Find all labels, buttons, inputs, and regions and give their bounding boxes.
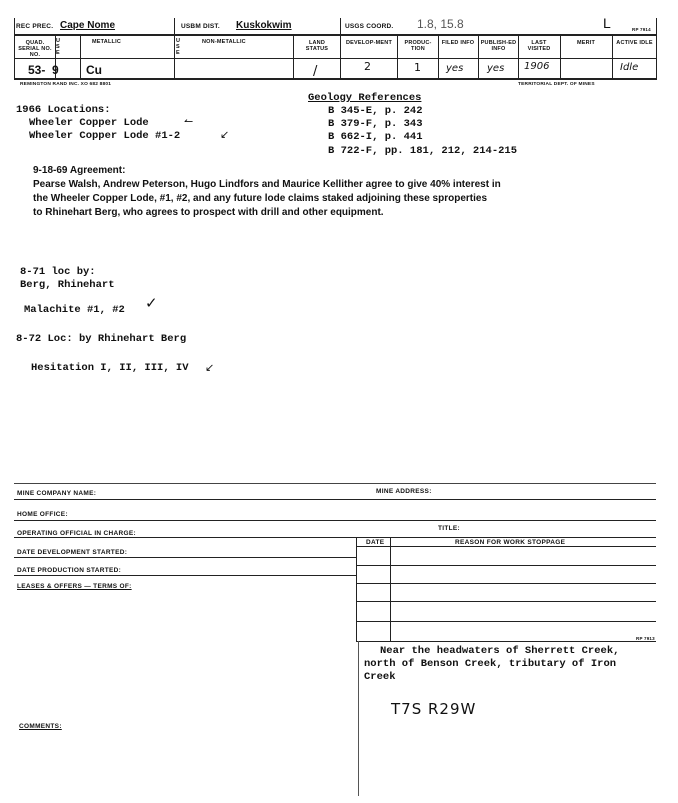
reason-column-header: REASON FOR WORK STOPPAGE bbox=[455, 539, 566, 546]
col-production: PRODUC-TION bbox=[404, 40, 432, 52]
col-metallic: METALLIC bbox=[92, 39, 121, 45]
col-published-info: PUBLISH-ED INFO bbox=[480, 40, 517, 52]
col-land-status: LAND STATUS bbox=[305, 40, 329, 52]
comments-label: COMMENTS: bbox=[19, 723, 62, 730]
location-note-line: Near the headwaters of Sherrett Creek, bbox=[380, 645, 620, 657]
usgs-coord-value: 1.8, 15.8 bbox=[417, 17, 464, 31]
usbm-dist-value: Kuskokwim bbox=[236, 20, 292, 31]
usgs-coord-label: USGS COORD. bbox=[345, 23, 394, 30]
check-mark-icon: ↙ bbox=[220, 128, 230, 141]
value-development: 2 bbox=[364, 60, 371, 73]
hesitation-claims: Hesitation I, II, III, IV bbox=[31, 362, 189, 374]
agreement-line: to Rhinehart Berg, who agrees to prospect with drill and other equipment. bbox=[33, 207, 384, 218]
home-office-label: HOME OFFICE: bbox=[17, 511, 68, 518]
date-production-started-label: DATE PRODUCTION STARTED: bbox=[17, 567, 122, 574]
operating-official-label: OPERATING OFFICIAL IN CHARGE: bbox=[17, 530, 136, 537]
check-mark-icon: ✓ bbox=[145, 294, 158, 312]
value-active-idle: Idle bbox=[620, 62, 639, 73]
rec-prec-value: Cape Nome bbox=[60, 20, 116, 31]
mine-company-name-label: MINE COMPANY NAME: bbox=[17, 490, 97, 497]
geology-ref: B 379-F, p. 343 bbox=[328, 118, 423, 130]
geology-ref: B 722-F, pp. 181, 212, 214-215 bbox=[328, 145, 518, 157]
col-nonmetallic: NON-METALLIC bbox=[202, 39, 246, 45]
rec-prec-label: REC PREC. bbox=[16, 23, 54, 30]
value-quad-serial: 53- 9 bbox=[28, 63, 59, 77]
mine-address-label: MINE ADDRESS: bbox=[376, 488, 432, 495]
printer-line: REMINGTON RAND INC. XO 682 8801 bbox=[20, 82, 112, 87]
territorial-dept: TERRITORIAL DEPT. OF MINES bbox=[518, 82, 595, 87]
col-active-idle: ACTIVE IDLE bbox=[616, 40, 653, 46]
loc-871-title: 8-71 loc by: bbox=[20, 266, 96, 278]
col-merit: MERIT bbox=[576, 40, 596, 46]
value-published-info: yes bbox=[487, 63, 505, 74]
malachite-claims: Malachite #1, #2 bbox=[24, 304, 125, 316]
agreement-line: Pearse Walsh, Andrew Peterson, Hugo Lindfors and Maurice Kellither agree to give 40% interest in bbox=[33, 179, 501, 190]
col-metallic-use: U S E bbox=[56, 38, 61, 56]
loc-871-by: Berg, Rhinehart bbox=[20, 279, 115, 291]
value-filed-info: yes bbox=[446, 63, 464, 74]
agreement-title: 9-18-69 Agreement: bbox=[33, 165, 126, 176]
agreement-line: the Wheeler Copper Lode, #1, #2, and any future lode claims staked adjoining these sproperties bbox=[33, 193, 488, 204]
value-last-visited: 1906 bbox=[524, 61, 550, 72]
location-item: Wheeler Copper Lode #1-2 bbox=[29, 130, 181, 142]
locations-title: 1966 Locations: bbox=[16, 104, 111, 116]
form-number: RP 7914 bbox=[632, 27, 651, 32]
location-item: Wheeler Copper Lode bbox=[29, 117, 149, 129]
geology-ref: B 345-E, p. 242 bbox=[328, 105, 423, 117]
location-note-line: Creek bbox=[364, 671, 396, 683]
leases-offers-label: LEASES & OFFERS — TERMS OF: bbox=[17, 583, 132, 590]
geology-title: Geology References bbox=[308, 92, 422, 104]
value-land-status: / bbox=[313, 64, 318, 79]
date-development-started-label: DATE DEVELOPMENT STARTED: bbox=[17, 549, 128, 556]
township-range: T7S R29W bbox=[391, 700, 477, 718]
location-note-line: north of Benson Creek, tributary of Iron bbox=[364, 658, 617, 670]
col-last-visited: LAST VISITED bbox=[527, 40, 551, 52]
check-mark-icon: ↼ bbox=[184, 115, 194, 128]
usbm-dist-label: USBM DIST. bbox=[181, 23, 220, 30]
geology-ref: B 662-I, p. 441 bbox=[328, 131, 423, 143]
value-production: 1 bbox=[414, 61, 421, 74]
value-metallic: Cu bbox=[86, 63, 102, 77]
date-column-header: DATE bbox=[366, 539, 385, 546]
loc-872: 8-72 Loc: by Rhinehart Berg bbox=[16, 333, 187, 345]
col-filed-info: FILED INFO bbox=[441, 40, 475, 46]
check-mark-icon: ↙ bbox=[205, 361, 215, 374]
footer-form-number: RP 7913 bbox=[636, 636, 655, 641]
col-quad-serial: QUAD. SERIAL NO. NO. bbox=[18, 40, 52, 58]
corner-mark: L bbox=[603, 15, 611, 31]
col-development: DEVELOP-MENT bbox=[345, 40, 393, 46]
col-nonmetallic-use: U S E bbox=[176, 38, 181, 56]
title-label: TITLE: bbox=[438, 525, 461, 532]
